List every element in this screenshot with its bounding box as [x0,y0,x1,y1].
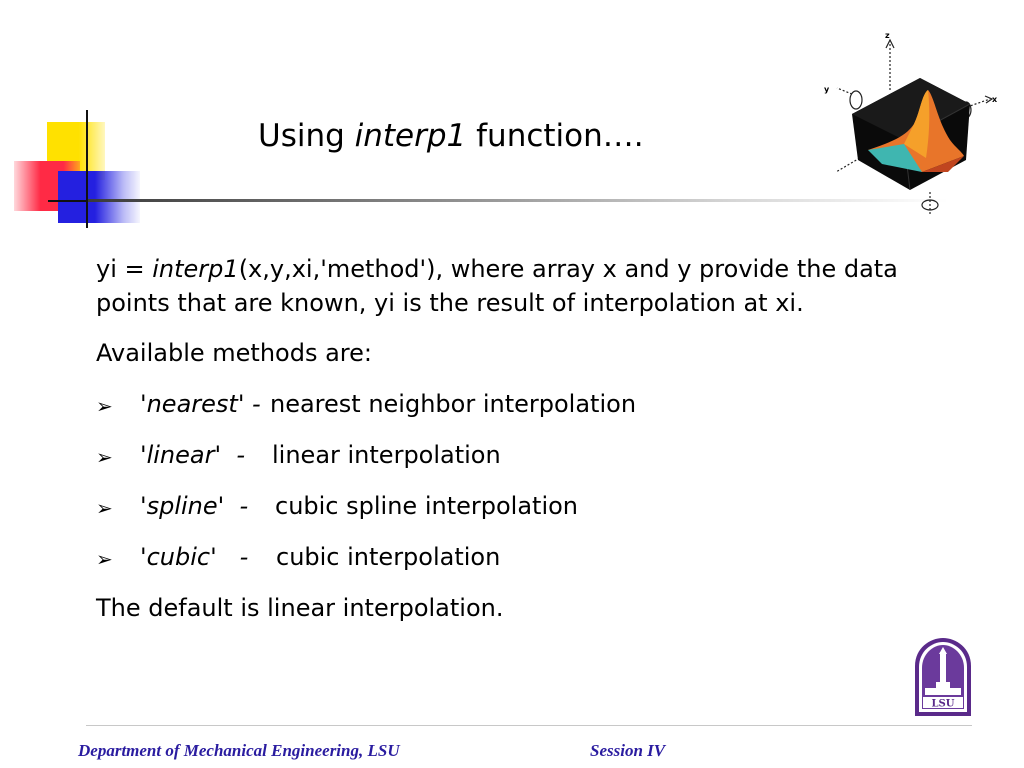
syntax-prefix: yi = [96,255,153,283]
bullet-arrow-icon: ➢ [96,445,113,469]
lsu-logo-text: LSU [931,698,955,710]
title-suffix: function…. [466,118,644,154]
bullet-arrow-icon: ➢ [96,547,113,571]
z-axis-label: z [885,32,890,40]
method-name: 'spline' - [140,492,249,520]
method-name: 'linear' - [140,441,245,469]
vertical-divider [86,110,88,228]
x-axis-label: x [992,95,998,104]
list-item [96,387,956,438]
title-function-name: interp1 [354,118,467,154]
method-description: cubic interpolation [276,543,501,571]
syntax-paragraph [96,252,956,320]
list-item [96,438,956,489]
method-description: cubic spline interpolation [275,492,578,520]
list-item [96,540,956,591]
syntax-function: interp1 [152,255,239,283]
footer-department: Department of Mechanical Engineering, LSU [78,741,400,760]
methods-intro: Available methods are: [96,339,372,367]
footer-session: Session IV [590,741,666,760]
bullet-arrow-icon: ➢ [96,394,113,418]
slide-body [96,252,956,625]
bullet-arrow-icon: ➢ [96,496,113,520]
lsu-tower-logo [912,636,974,718]
method-description: nearest neighbor interpolation [270,390,637,418]
blue-accent-square [58,171,140,223]
methods-list [96,387,956,591]
title-prefix: Using [258,118,355,154]
slide-title [258,118,644,154]
list-item [96,489,956,540]
horizontal-divider-left [48,200,88,202]
default-note: The default is linear interpolation. [96,594,504,622]
method-name: 'nearest' - [140,390,261,418]
matlab-membrane-logo [822,32,1002,222]
y-axis-label: y [824,85,830,94]
title-rule [88,199,948,202]
footer-rule [86,725,972,726]
method-description: linear interpolation [272,441,501,469]
method-name: 'cubic' - [140,543,249,571]
syntax-description: (x,y,xi,'method'), where array x and y provide the data points that are known, yi is the result of interpolation at xi. [96,255,898,317]
